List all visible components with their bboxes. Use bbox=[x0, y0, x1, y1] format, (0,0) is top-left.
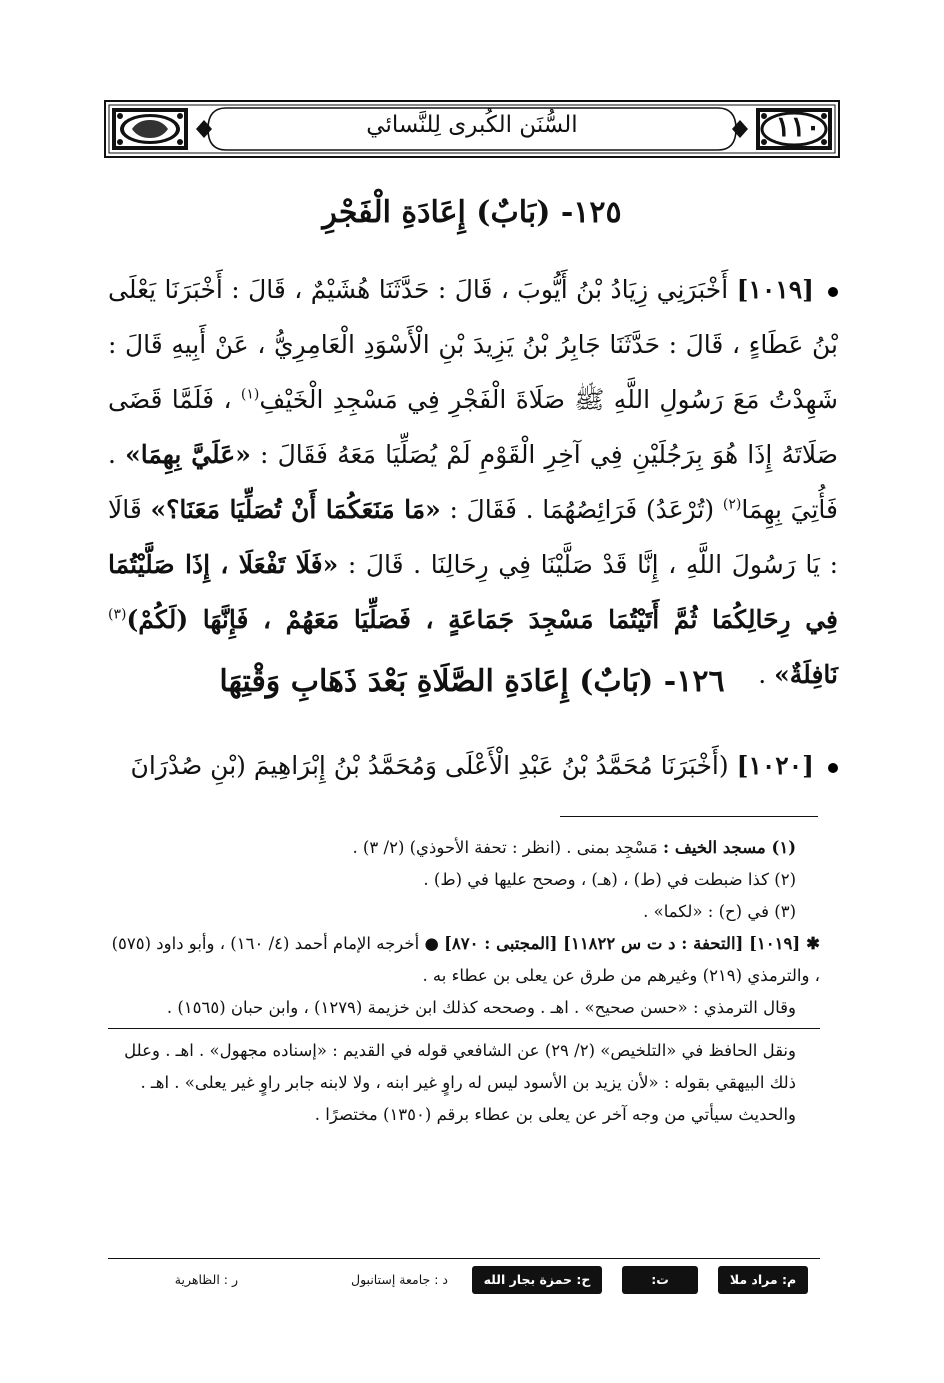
legend-h: ح: حمزة بجار الله bbox=[472, 1266, 602, 1294]
footnote-ref: (٢) bbox=[722, 496, 742, 513]
hadith-text: (تُرْعَدُ) فَرَائِصُهُمَا . فَقَالَ : bbox=[449, 495, 715, 524]
bullet-icon bbox=[828, 287, 838, 297]
hadith-1019 bbox=[108, 262, 838, 702]
hadith-1020 bbox=[108, 738, 838, 793]
takhrij-separator bbox=[108, 1028, 820, 1029]
takhrij-paragraph: وقال الترمذي : «حسن صحيح» . اهـ . وصححه كذلك ابن خزيمة (١٢٧٩) ، وابن حبان (١٥٦٥) . bbox=[166, 998, 796, 1017]
page-header bbox=[104, 100, 840, 158]
prophet-saying: «فَلَا تَفْعَلَا ، إِذَا صَلَّيْتُمَا فِي رِحَالِكُمَا ثُمَّ أَتَيْتُمَا مَسْجِدَ جَمَاعَةٍ ، فَصَلِّيَا مَعَهُمْ ، فَإِنَّهَا (لَكُمْ) bbox=[108, 550, 838, 634]
prophet-saying: «مَا مَنَعَكُمَا أَنْ تُصَلِّيَا مَعَنَا؟» bbox=[150, 495, 441, 524]
takhrij-paragraph: ونقل الحافظ في «التلخيص» (٢/ ٢٩) عن الشافعي قوله في القديم : «إسناده مجهول» . اهـ . وعلل ذلك البيهقي بقوله : «لأن يزيد بن الأسود ليس له راوٍ غير ابنه ، ولا لابنه جابر راوٍ غير يعلى» . اهـ . bbox=[124, 1041, 796, 1092]
takhrij-paragraph: والحديث سيأتي من وجه آخر عن يعلى بن عطاء برقم (١٣٥٠) مختصرًا . bbox=[314, 1105, 796, 1124]
takhrij-1019: ✱[١٠١٩] [التحفة : د ت س ١١٨٢٢] [المجتبى : ٨٧٠] ● أخرجه الإمام أحمد (٤/ ١٦٠) ، وأبو داود (٥٧٥) ، والترمذي (٢١٩) وغيرهم من طرق عن يعلى بن عطاء به . bbox=[111, 934, 820, 985]
prophet-saying: «عَلَيَّ بِهِمَا» bbox=[125, 440, 251, 469]
hadith-text: أَخْبَرَنِي زِيَادُ بْنُ أَيُّوبَ ، قَالَ : حَدَّثَنَا هُشَيْمٌ ، قَالَ : أَخْبَرَنَا يَعْلَى بْنُ عَطَاءٍ ، قَالَ : حَدَّثَنَا جَابِرُ بْنُ يَزِيدَ بْنِ الْأَسْوَدِ الْعَامِرِيُّ ، عَنْ أَبِيهِ قَالَ : شَهِدْتُ مَعَ رَسُولِ اللَّهِ ﷺ صَلَاةَ الْفَجْرِ فِي مَسْجِدِ الْخَيْفِ bbox=[108, 275, 838, 414]
hadith-text: . bbox=[758, 660, 767, 689]
hadith-number: [١٠١٩] bbox=[736, 275, 814, 304]
left-ornament bbox=[112, 108, 188, 150]
footnote-separator bbox=[560, 816, 818, 817]
legend-r: ر : الظاهرية bbox=[174, 1272, 238, 1287]
footnote-ref: (١) bbox=[240, 386, 260, 403]
prophet-saying: نَافِلَةٌ» bbox=[774, 660, 838, 689]
legend-d: د : جامعة إستانبول bbox=[351, 1272, 448, 1287]
legend-separator bbox=[108, 1258, 820, 1259]
hadith-text: قَالَا : يَا رَسُولَ اللَّهِ ، إِنَّا قَدْ صَلَّيْنَا فِي رِحَالِنَا . قَالَ : bbox=[108, 495, 838, 579]
asterisk-icon: ✱ bbox=[806, 934, 820, 953]
chapter-title-126: ١٢٦- (بَابٌ) إِعَادَةِ الصَّلَاةِ بَعْدَ ذَهَابِ وَقْتِهَا bbox=[219, 664, 725, 699]
legend-t: ت: تطوان bbox=[622, 1266, 698, 1294]
hadith-text: ، فَلَمَّا قَضَى صَلَاتَهُ إِذَا هُوَ بِرَجُلَيْنِ فِي آخِرِ الْقَوْمِ لَمْ يُصَلِّيَا مَعَهُ فَقَالَ : bbox=[108, 385, 838, 469]
footnote-3: (٣) في (ح) : «لكما» . bbox=[643, 902, 796, 921]
footnote-ref: (٣) bbox=[108, 606, 127, 623]
footnotes bbox=[108, 832, 820, 1131]
footnote-2: (٢) كذا ضبطت في (ط) ، (هـ) ، وصحح عليها في (ط) . bbox=[423, 870, 796, 889]
chapter-title-125: ١٢٥- (بَابٌ) إِعَادَةِ الْفَجْرِ bbox=[322, 195, 622, 230]
manuscript-legend bbox=[118, 1266, 808, 1315]
hadith-number: [١٠٢٠] bbox=[736, 751, 814, 780]
bullet-icon: ● bbox=[424, 934, 439, 953]
bullet-icon bbox=[828, 763, 838, 773]
page-number: ١١٠ bbox=[775, 110, 821, 143]
hadith-text: (أَخْبَرَنَا مُحَمَّدُ بْنُ عَبْدِ الْأَعْلَى وَمُحَمَّدُ بْنُ إِبْرَاهِيمَ (بْنِ صُدْرَانَ bbox=[130, 751, 729, 780]
hadith-text: . فَأُتِيَ بِهِمَا bbox=[108, 440, 838, 524]
book-title: السُّنَن الكُبرى لِلنَّسائي bbox=[366, 112, 578, 138]
footnote-1: (١) مسجد الخيف : مَسْجِد بمنى . (انظر : تحفة الأحوذي) (٢/ ٣) . bbox=[352, 838, 796, 857]
legend-m: م: مراد ملا bbox=[718, 1266, 808, 1294]
